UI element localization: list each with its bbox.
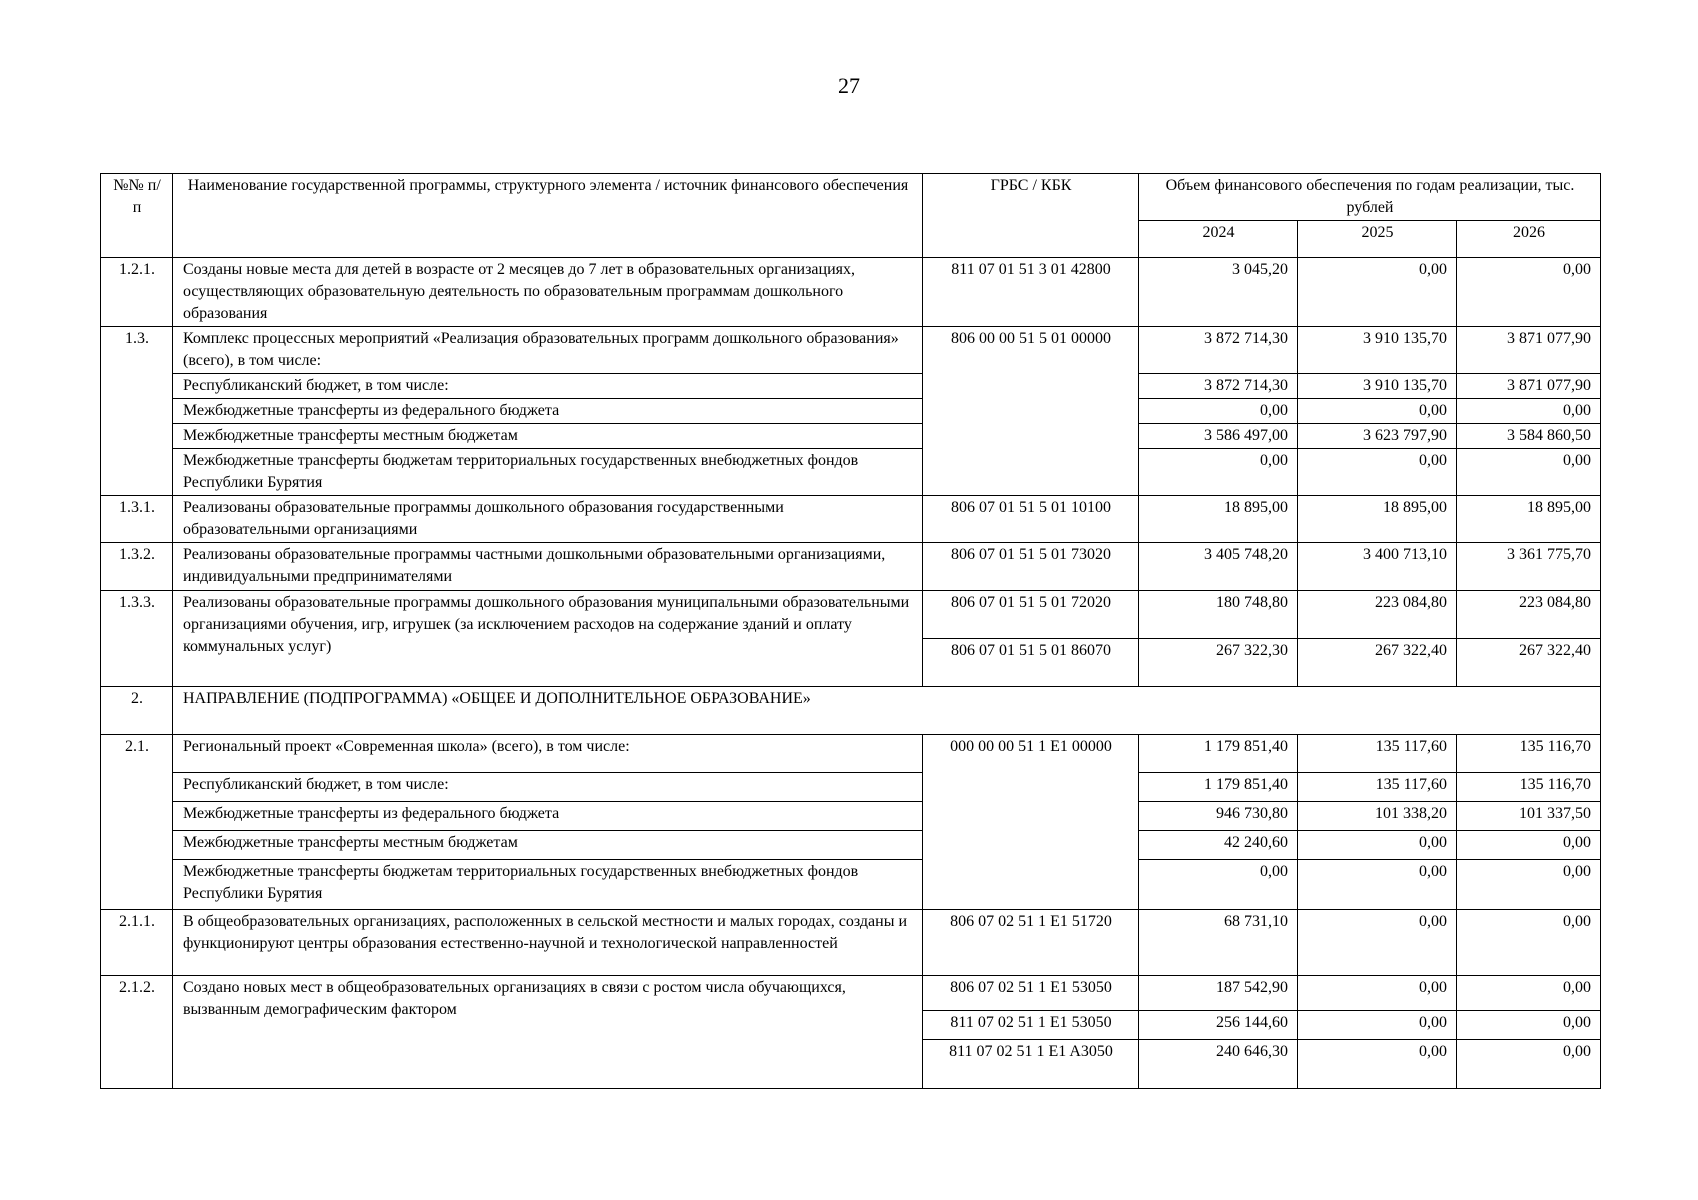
value-2025: 0,00	[1298, 831, 1457, 860]
value-2024: 18 895,00	[1139, 496, 1298, 543]
subrow	[101, 399, 1601, 424]
subrow-name: Республиканский бюджет, в том числе:	[173, 374, 923, 399]
row-number: 1.3.	[101, 327, 173, 496]
row-kbk: 806 07 01 51 5 01 86070	[923, 639, 1139, 687]
row-name: Комплекс процессных мероприятий «Реализация образовательных программ дошкольного образования» (всего), в том числе:	[173, 327, 923, 374]
row-number: 2.1.	[101, 735, 173, 910]
table-row	[101, 543, 1601, 591]
value-2025: 0,00	[1298, 399, 1457, 424]
value-2026: 0,00	[1457, 1040, 1601, 1089]
value-2024: 3 872 714,30	[1139, 327, 1298, 374]
value-2024: 946 730,80	[1139, 802, 1298, 831]
value-2025: 0,00	[1298, 1040, 1457, 1089]
value-2025: 135 117,60	[1298, 773, 1457, 802]
value-2025: 135 117,60	[1298, 735, 1457, 773]
value-2024: 180 748,80	[1139, 591, 1298, 639]
value-2026: 18 895,00	[1457, 496, 1601, 543]
row-number: 2.	[101, 687, 173, 735]
table-row	[101, 910, 1601, 976]
value-2024: 68 731,10	[1139, 910, 1298, 976]
value-2024: 42 240,60	[1139, 831, 1298, 860]
header-year-2026: 2026	[1457, 221, 1601, 258]
value-2026: 135 116,70	[1457, 773, 1601, 802]
page-number: 27	[838, 73, 860, 98]
value-2025: 0,00	[1298, 258, 1457, 327]
value-2026: 101 337,50	[1457, 802, 1601, 831]
value-2024: 3 405 748,20	[1139, 543, 1298, 591]
row-kbk: 806 07 01 51 5 01 10100	[923, 496, 1139, 543]
value-2025: 3 910 135,70	[1298, 374, 1457, 399]
header-kbk: ГРБС / КБК	[923, 174, 1139, 258]
value-2025: 3 910 135,70	[1298, 327, 1457, 374]
table-row	[101, 735, 1601, 773]
value-2026: 223 084,80	[1457, 591, 1601, 639]
subrow-name: Межбюджетные трансферты из федерального бюджета	[173, 802, 923, 831]
value-2024: 1 179 851,40	[1139, 773, 1298, 802]
row-name: Реализованы образовательные программы дошкольного образования муниципальными образовательными организациями обучения, игр, игрушек (за исключением расходов на содержание зданий и оплату коммунальных услуг)	[173, 591, 923, 687]
value-2026: 3 584 860,50	[1457, 424, 1601, 449]
table-row	[101, 976, 1601, 1011]
value-2024: 3 872 714,30	[1139, 374, 1298, 399]
value-2026: 0,00	[1457, 258, 1601, 327]
subrow-name: Межбюджетные трансферты бюджетам территориальных государственных внебюджетных фондов Республики Бурятия	[173, 449, 923, 496]
value-2024: 187 542,90	[1139, 976, 1298, 1011]
value-2026: 3 871 077,90	[1457, 374, 1601, 399]
value-2025: 101 338,20	[1298, 802, 1457, 831]
value-2025: 0,00	[1298, 910, 1457, 976]
subrow-name: Межбюджетные трансферты местным бюджетам	[173, 424, 923, 449]
section-title: НАПРАВЛЕНИЕ (ПОДПРОГРАММА) «ОБЩЕЕ И ДОПОЛНИТЕЛЬНОЕ ОБРАЗОВАНИЕ»	[173, 687, 1601, 735]
row-kbk: 000 00 00 51 1 E1 00000	[923, 735, 1139, 910]
section-row	[101, 687, 1601, 735]
value-2025: 0,00	[1298, 860, 1457, 910]
row-kbk: 806 07 01 51 5 01 72020	[923, 591, 1139, 639]
table-row	[101, 258, 1601, 327]
value-2026: 267 322,40	[1457, 639, 1601, 687]
value-2026: 3 361 775,70	[1457, 543, 1601, 591]
subrow	[101, 374, 1601, 399]
value-2024: 0,00	[1139, 399, 1298, 424]
subrow	[101, 449, 1601, 496]
value-2026: 0,00	[1457, 831, 1601, 860]
value-2024: 256 144,60	[1139, 1011, 1298, 1040]
value-2026: 0,00	[1457, 910, 1601, 976]
row-name: Реализованы образовательные программы дошкольного образования государственными образовательными организациями	[173, 496, 923, 543]
row-name: В общеобразовательных организациях, расположенных в сельской местности и малых городах, созданы и функционируют центры образования естественно-научной и технологической направленностей	[173, 910, 923, 976]
subrow	[101, 860, 1601, 910]
row-kbk: 811 07 02 51 1 E1 A3050	[923, 1040, 1139, 1089]
row-kbk: 811 07 02 51 1 E1 53050	[923, 1011, 1139, 1040]
row-number: 1.3.2.	[101, 543, 173, 591]
row-name: Региональный проект «Современная школа» (всего), в том числе:	[173, 735, 923, 773]
row-number: 2.1.2.	[101, 976, 173, 1089]
value-2026: 0,00	[1457, 449, 1601, 496]
value-2025: 18 895,00	[1298, 496, 1457, 543]
value-2024: 240 646,30	[1139, 1040, 1298, 1089]
row-name: Реализованы образовательные программы частными дошкольными образовательными организациями, индивидуальными предпринимателями	[173, 543, 923, 591]
subrow-name: Межбюджетные трансферты бюджетам территориальных государственных внебюджетных фондов Республики Бурятия	[173, 860, 923, 910]
row-number: 1.3.3.	[101, 591, 173, 687]
header-year-2025: 2025	[1298, 221, 1457, 258]
subrow	[101, 831, 1601, 860]
value-2025: 223 084,80	[1298, 591, 1457, 639]
row-kbk: 806 07 02 51 1 E1 51720	[923, 910, 1139, 976]
subrow	[101, 424, 1601, 449]
header-name: Наименование государственной программы, структурного элемента / источник финансового обеспечения	[173, 174, 923, 258]
value-2024: 0,00	[1139, 860, 1298, 910]
value-2026: 135 116,70	[1457, 735, 1601, 773]
row-number: 2.1.1.	[101, 910, 173, 976]
row-kbk: 806 00 00 51 5 01 00000	[923, 327, 1139, 496]
value-2024: 3 586 497,00	[1139, 424, 1298, 449]
value-2024: 267 322,30	[1139, 639, 1298, 687]
row-kbk: 811 07 01 51 3 01 42800	[923, 258, 1139, 327]
value-2025: 0,00	[1298, 1011, 1457, 1040]
financing-table	[100, 173, 1601, 1089]
subrow	[101, 773, 1601, 802]
value-2026: 0,00	[1457, 860, 1601, 910]
header-row	[101, 174, 1601, 221]
header-year-2024: 2024	[1139, 221, 1298, 258]
value-2024: 0,00	[1139, 449, 1298, 496]
value-2026: 0,00	[1457, 1011, 1601, 1040]
row-number: 1.3.1.	[101, 496, 173, 543]
header-num: №№ п/п	[101, 174, 173, 258]
subrow-name: Межбюджетные трансферты из федерального бюджета	[173, 399, 923, 424]
table-row	[101, 327, 1601, 374]
subrow-name: Республиканский бюджет, в том числе:	[173, 773, 923, 802]
value-2025: 267 322,40	[1298, 639, 1457, 687]
row-name: Созданы новые места для детей в возрасте от 2 месяцев до 7 лет в образовательных организациях, осуществляющих образовательную деятельность по образовательным программам дошкольного образования	[173, 258, 923, 327]
value-2026: 3 871 077,90	[1457, 327, 1601, 374]
row-number: 1.2.1.	[101, 258, 173, 327]
row-name: Создано новых мест в общеобразовательных организациях в связи с ростом числа обучающихся, вызванным демографическим фактором	[173, 976, 923, 1089]
value-2024: 3 045,20	[1139, 258, 1298, 327]
value-2026: 0,00	[1457, 976, 1601, 1011]
subrow	[101, 802, 1601, 831]
table-row	[101, 496, 1601, 543]
value-2025: 0,00	[1298, 449, 1457, 496]
header-volume: Объем финансового обеспечения по годам реализации, тыс. рублей	[1139, 174, 1601, 221]
value-2025: 0,00	[1298, 976, 1457, 1011]
value-2024: 1 179 851,40	[1139, 735, 1298, 773]
table-row	[101, 591, 1601, 639]
value-2025: 3 623 797,90	[1298, 424, 1457, 449]
value-2025: 3 400 713,10	[1298, 543, 1457, 591]
row-kbk: 806 07 01 51 5 01 73020	[923, 543, 1139, 591]
value-2026: 0,00	[1457, 399, 1601, 424]
subrow-name: Межбюджетные трансферты местным бюджетам	[173, 831, 923, 860]
row-kbk: 806 07 02 51 1 E1 53050	[923, 976, 1139, 1011]
